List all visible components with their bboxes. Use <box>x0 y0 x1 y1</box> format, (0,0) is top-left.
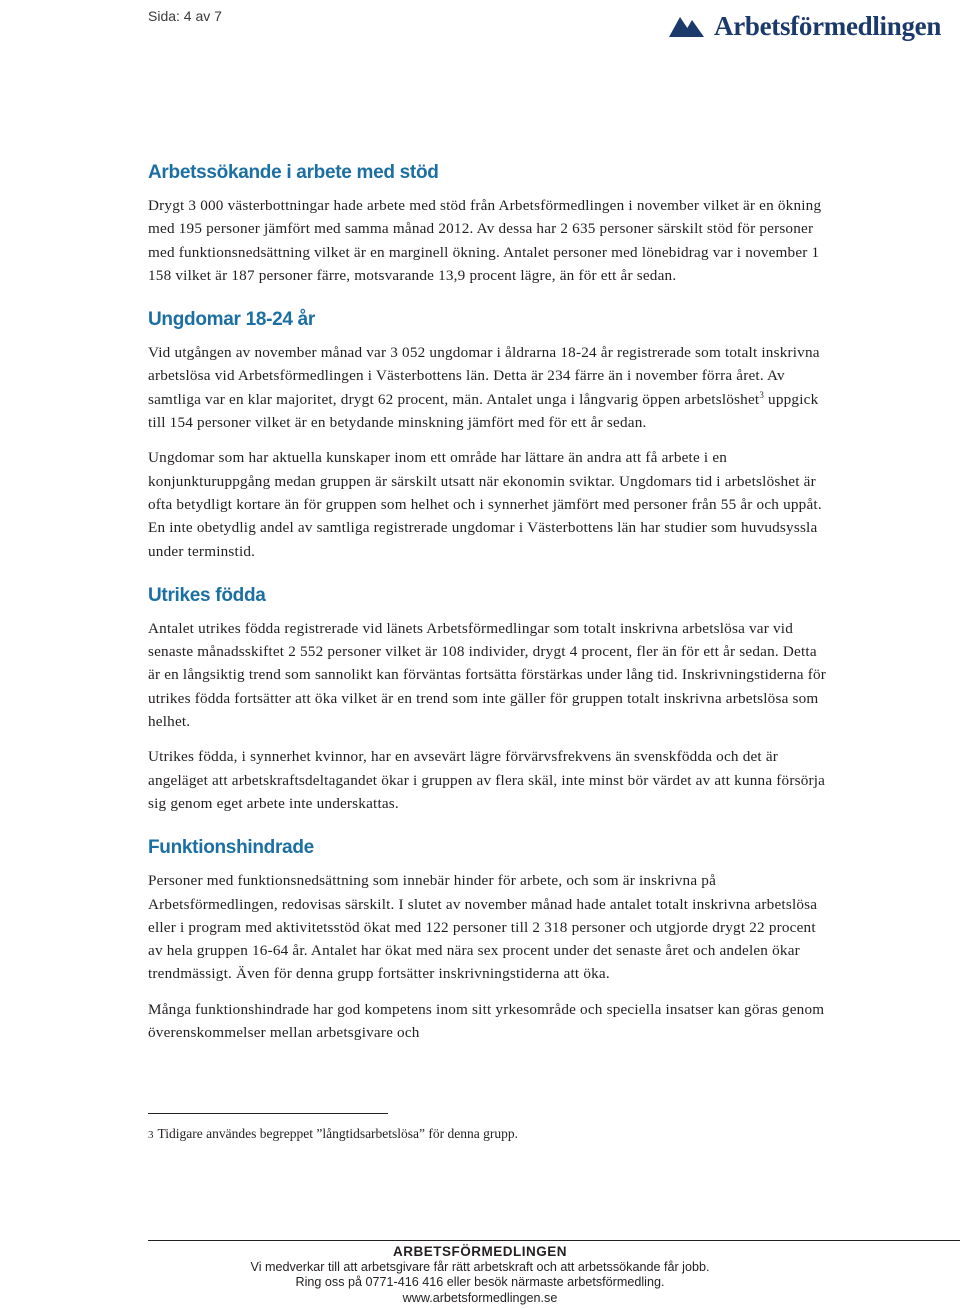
footnote-mark: 3 <box>148 1129 154 1141</box>
footer <box>0 1244 960 1306</box>
paragraph-utrikes-2: Utrikes födda, i synnerhet kvinnor, har en avsevärt lägre förvärvsfrekvens än svenskfödda och det är angeläget att arbetskraftsdeltagandet ökar i gruppen av flera skäl, inte minst bör värdet av att kunna försörja sig genom eget arbete inte underskattas. <box>148 748 826 812</box>
logo <box>666 8 941 44</box>
page-number: Sida: 4 av 7 <box>148 8 222 24</box>
logo-text: Arbetsförmedlingen <box>714 10 942 41</box>
footer-url[interactable]: www.arbetsformedlingen.se <box>402 1290 558 1305</box>
paragraph-utrikes-1: Antalet utrikes födda registrerade vid länets Arbetsförmedlingar som totalt inskrivna arbetslösa var vid senaste månadsskiftet 2 552 personer vilket är 108 individer, drygt 4 procent, fler än för ett år sedan. Detta är en långsiktig trend som sannolikt kan förväntas fortsätta förstärkas under lång tid. Inskrivningstiderna för utrikes födda fortsätter att öka vilket är en trend som inte gäller för gruppen totalt inskrivna arbetslösa som helhet. <box>148 619 827 731</box>
paragraph-ungdomar-1-rest: uppgick till 154 personer vilket är en betydande minskning jämfört med för ett år sedan. <box>148 390 819 432</box>
paragraph-ungdomar-2: Ungdomar som har aktuella kunskaper inom ett område har lättare än andra att få arbete i en konjunkturuppgång medan gruppen är särskilt utsatt när ekonomin sviktar. Ungdomars tid i arbetslöshet är ofta betydligt kortare än för gruppen som helhet och i synnerhet jämfört med personer från 55 år och uppåt. En inte obetydlig andel av samtliga registrerade ungdomar i Västerbottens län har studier som huvudsyssla under terminstid. <box>148 449 822 560</box>
footnote-reference: 3 <box>759 389 765 400</box>
section-heading-utrikes: Utrikes födda <box>148 584 266 606</box>
footer-contact: Ring oss på 0771-416 416 eller besök närmaste arbetsförmedling. <box>295 1275 665 1289</box>
arbetsformedlingen-logo-icon <box>666 13 706 39</box>
paragraph-ungdomar-1-text: Vid utgången av november månad var 3 052 ungdomar i åldrarna 18-24 år registrerade som totalt inskrivna arbetslösa vid Arbetsförmedlingen i Västerbottens län. Detta är 234 färre än i november förra året. Av samtliga var en klar majoritet, drygt 62 procent, män. Antalet unga i långvarig öppen arbetslöshet <box>148 344 820 408</box>
footnote-divider <box>148 1113 388 1114</box>
footer-divider <box>148 1240 960 1241</box>
footer-tagline: Vi medverkar till att arbetsgivare får rätt arbetskraft och att arbetssökande får jobb. <box>250 1259 710 1274</box>
paragraph-ungdomar-1 <box>148 341 828 434</box>
section-heading-stod: Arbetssökande i arbete med stöd <box>148 162 439 183</box>
footer-org: ARBETSFÖRMEDLINGEN <box>393 1244 567 1259</box>
footnote <box>148 1126 518 1142</box>
footnote-text: Tidigare användes begreppet ”långtidsarbetslösa” för denna grupp. <box>157 1126 519 1141</box>
section-heading-funktionshindrade: Funktionshindrade <box>148 837 314 859</box>
paragraph-funktionshindrade-1: Personer med funktionsnedsättning som innebär hinder för arbete, och som är inskrivna på Arbetsförmedlingen, redovisas särskilt. I slutet av november månad hade antalet totalt inskrivna arbetslösa eller i program med aktivitetsstöd ökat med 122 personer till 2 318 personer och utgjorde drygt 22 procent av hela gruppen 16-64 år. Antalet har ökat med nära sex procent under det senaste året och andelen ökar trendmässigt. Även för denna grupp fortsätter inskrivningstiderna att öka. <box>148 872 818 983</box>
paragraph-funktionshindrade-2: Många funktionshindrade har god kompetens inom sitt yrkesområde och speciella insatser kan göras genom överenskommelser mellan arbetsgivare och <box>148 1000 825 1042</box>
section-heading-ungdomar: Ungdomar 18-24 år <box>148 309 316 331</box>
main-content <box>148 162 828 1056</box>
paragraph-stod: Drygt 3 000 västerbottningar hade arbete med stöd från Arbetsförmedlingen i november vilket är en ökning med 195 personer jämfört med samma månad 2012. Av dessa har 2 635 personer särskilt stöd för personer med funktionsnedsättning vilket är en marginell ökning. Antalet personer med lönebidrag var i november 1 158 vilket är 187 personer färre, motsvarande 13,9 procent lägre, än för ett år sedan. <box>148 197 822 284</box>
